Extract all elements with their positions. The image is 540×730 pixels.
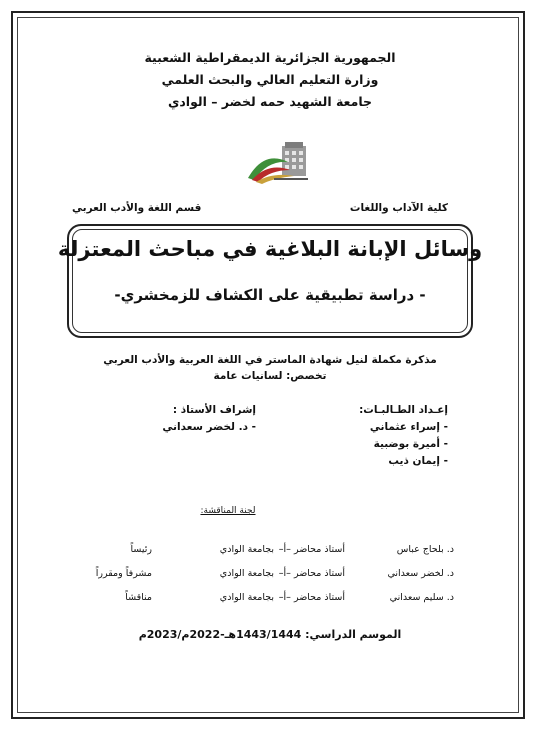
member-rank: أستاذ محاضر –أ– — [278, 568, 345, 579]
member-role: مناقشاً — [125, 592, 152, 603]
student-name: - أميرة بوضبية — [373, 438, 448, 450]
thesis-subtitle: - دراسة تطبيقية على الكشاف للزمخشري- — [114, 286, 426, 304]
member-rank: أستاذ محاضر –أ– — [278, 544, 345, 555]
university-name: جامعة الشهيد حمه لخضر – الوادي — [167, 94, 373, 109]
republic-name: الجمهورية الجزائرية الديمقراطية الشعبية — [144, 50, 396, 65]
member-university: بجامعة الوادي — [219, 592, 274, 603]
committee-row — [0, 568, 540, 584]
member-university: بجامعة الوادي — [219, 544, 274, 555]
thesis-title: وسائل الإبانة البلاغية في مباحث المعتزلة — [57, 237, 483, 261]
member-name: د. بلحاج عباس — [396, 544, 454, 555]
member-name: د. لخضر سعداني — [387, 568, 454, 579]
committee-row — [0, 544, 540, 560]
member-role: مشرفاً ومقرراً — [95, 568, 152, 579]
member-name: د. سليم سعداني — [389, 592, 454, 603]
degree-statement: مذكرة مكملة لنيل شهادة الماستر في اللغة العربية والأدب العربي — [103, 354, 437, 366]
students-heading: إعـداد الطـالبـات: — [359, 404, 448, 416]
committee-heading: لجنة المناقشة: — [200, 506, 256, 516]
university-logo-icon — [244, 140, 314, 192]
member-role: رئيساً — [130, 544, 152, 555]
supervisor-heading: إشراف الأستاذ : — [172, 404, 256, 416]
department-name: قسم اللغة والأدب العربي — [72, 202, 202, 214]
ministry-name: وزارة التعليم العالي والبحث العلمي — [161, 72, 379, 87]
students-block — [288, 402, 448, 470]
student-name: - إيمان ذيب — [388, 455, 448, 467]
member-rank: أستاذ محاضر –أ– — [278, 592, 345, 603]
supervisor-name: - د. لخضر سعداني — [162, 421, 256, 433]
faculty-name: كلية الآداب واللغات — [349, 202, 448, 214]
academic-year: الموسم الدراسي: 1443/1444هـ-2022م/2023م — [138, 628, 402, 641]
specialization: تخصص: لسانيات عامة — [213, 370, 327, 382]
supervisor-block — [96, 402, 256, 436]
member-university: بجامعة الوادي — [219, 568, 274, 579]
committee-row — [0, 592, 540, 608]
student-name: - إسراء عثماني — [369, 421, 448, 433]
